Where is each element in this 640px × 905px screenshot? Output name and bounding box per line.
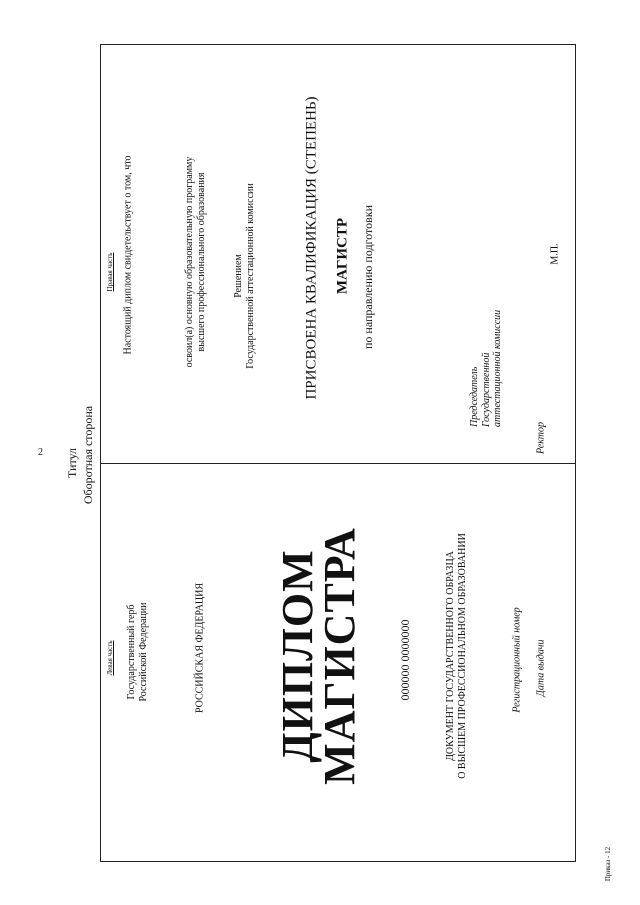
chairman-line-2: Государственной <box>480 352 492 427</box>
document-type-line-1: ДОКУМЕНТ ГОСУДАРСТВЕННОГО ОБРАЗЦА <box>445 551 456 761</box>
issue-date-label: Дата выдачи <box>535 639 547 697</box>
seal-mark: М.П. <box>549 243 561 265</box>
country-name: РОССИЙСКАЯ ФЕДЕРАЦИЯ <box>194 582 206 714</box>
fold-line <box>100 463 576 464</box>
emblem-caption <box>126 602 150 701</box>
sheet-subtitle: Оборотная сторона <box>81 405 96 505</box>
page-number: 2 <box>38 447 43 458</box>
sheet-title: Титул <box>65 448 80 478</box>
decision-text <box>233 183 257 368</box>
program-line-2: высшего профессионального образования <box>196 172 207 352</box>
emblem-line-2: Российской Федерации <box>138 602 149 702</box>
decision-line-2: Государственной аттестационной комиссии <box>245 183 256 369</box>
document-type <box>445 533 469 779</box>
footer-note: Приказ - 12 <box>603 846 612 882</box>
registration-number-label: Регистрационный номер <box>511 607 523 713</box>
certifies-text: Настоящий диплом свидетельствует о том, что <box>122 155 134 355</box>
diploma-title-line-2: МАГИСТРА <box>315 527 364 785</box>
decision-line-1: Решением <box>233 254 244 298</box>
qualification-awarded: ПРИСВОЕНА КВАЛИФИКАЦИЯ (СТЕПЕНЬ) <box>303 96 320 400</box>
document-type-line-2: О ВЫСШЕМ ПРОФЕССИОНАЛЬНОМ ОБРАЗОВАНИИ <box>457 533 468 779</box>
right-part-caption: Правая часть <box>105 252 114 292</box>
training-direction: по направлению подготовки <box>361 204 376 350</box>
degree-title: МАГИСТР <box>334 217 351 295</box>
diploma-number: 000000 0000000 <box>398 619 413 701</box>
chairman-line-1: Председатель <box>469 366 480 427</box>
left-part-caption: Левая часть <box>105 640 114 676</box>
program-line-1: освоил(а) основную образовательную программу <box>184 156 195 368</box>
program-text <box>184 157 208 368</box>
chairman-line-3: аттестационной комиссии <box>492 309 503 427</box>
diploma-title-line-1: ДИПЛОМ <box>273 549 323 763</box>
diploma-title <box>273 527 364 785</box>
chairman-signature-block <box>469 310 504 427</box>
rector-label: Ректор <box>535 422 547 454</box>
emblem-line-1: Государственный герб <box>126 604 137 700</box>
